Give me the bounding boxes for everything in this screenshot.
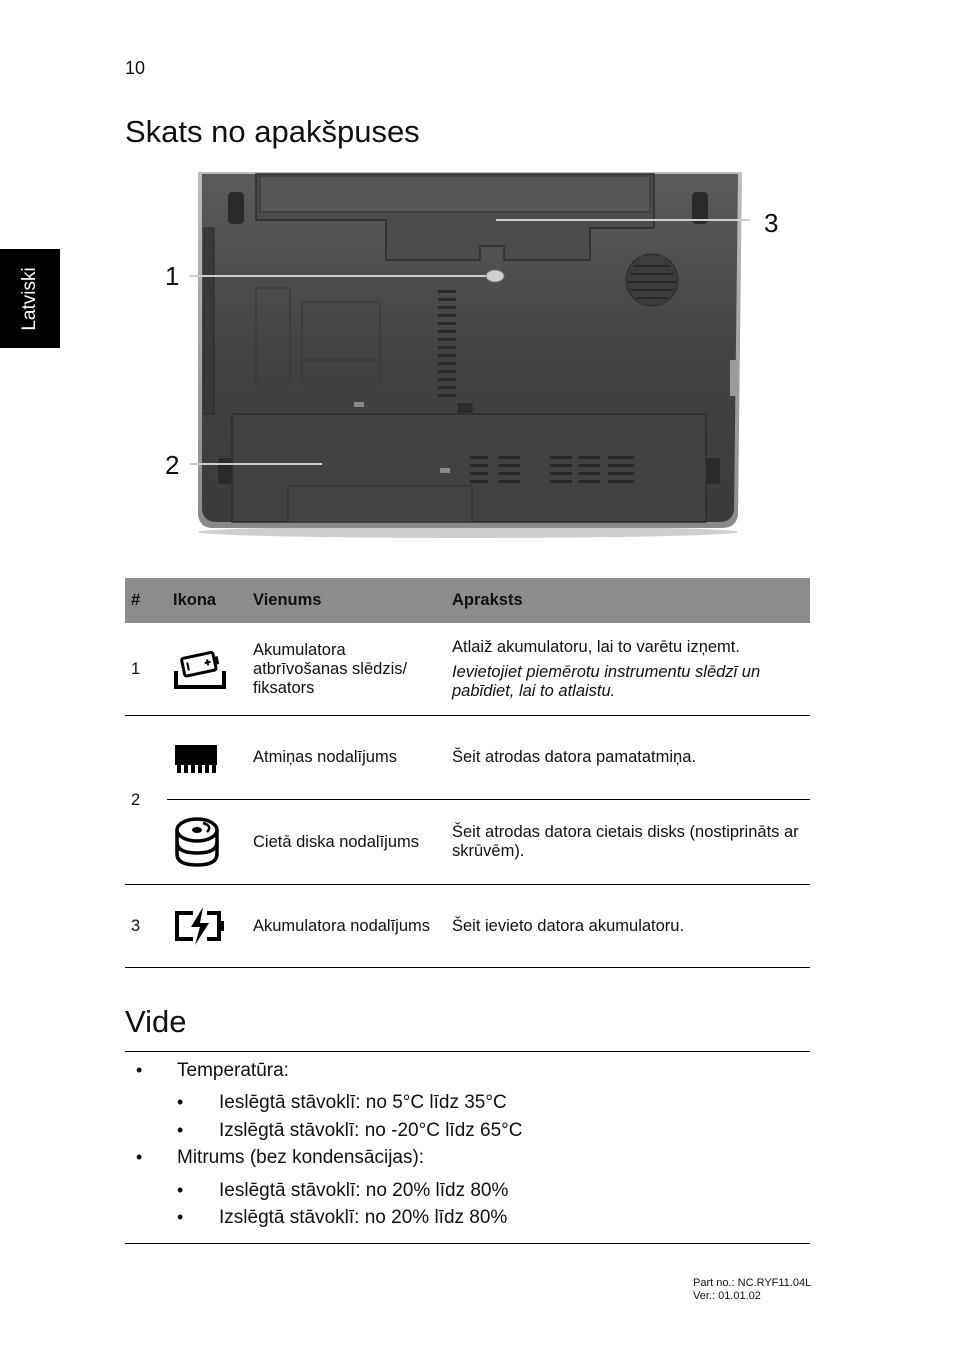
col-item-header: Vienums [247,578,446,623]
item-name: Cietā diska nodalījums [247,800,446,885]
description-text: Atlaiž akumulatoru, lai to varētu izņemt. [452,637,740,656]
divider [125,1051,810,1052]
row-number: 3 [125,885,167,968]
item-name: Akumulatora nodalījums [247,885,446,968]
humidity-off: Izslēgtā stāvoklī: no 20% līdz 80% [219,1207,508,1228]
callout-1: 1 [165,261,180,291]
item-name: Akumulatora atbrīvošanas slēdzis/ fiksators [247,623,446,716]
bullet-icon: • [177,1092,184,1112]
humidity-label: Mitrums (bez kondensācijas): [177,1147,425,1168]
footer-info [693,1277,811,1303]
hard-disk-icon [167,800,247,885]
humidity-on: Ieslēgtā stāvoklī: no 20% līdz 80% [219,1180,509,1201]
table-row [125,885,810,968]
col-number-header: # [125,578,167,623]
row-number: 1 [125,623,167,716]
temperature-on: Ieslēgtā stāvoklī: no 5°C līdz 35°C [219,1092,507,1113]
item-description: Šeit atrodas datora cietais disks (nostiprināts ar skrūvēm). [446,800,810,885]
description-note: Ievietojiet piemērotu instrumentu slēdzī un pabīdiet, lai to atlaistu. [452,662,761,700]
table-row [125,623,810,716]
item-description: Šeit ievieto datora akumulatoru. [446,885,810,968]
section-title-environment: Vide [125,1004,187,1039]
version: Ver.: 01.01.02 [693,1290,761,1302]
temperature-off: Izslēgtā stāvoklī: no -20°C līdz 65°C [219,1120,523,1141]
battery-release-icon [167,623,247,716]
memory-icon [167,716,247,800]
table-header-row [125,578,810,623]
bullet-icon: • [177,1180,184,1200]
table-row [125,800,810,885]
laptop-bottom-illustration [190,170,750,540]
temperature-label: Temperatūra: [177,1060,289,1081]
item-name: Atmiņas nodalījums [247,716,446,800]
part-number: Part no.: NC.RYF11.04L [693,1277,812,1289]
bullet-icon: • [136,1060,143,1080]
col-icon-header: Ikona [167,578,247,623]
bullet-icon: • [136,1147,143,1167]
item-description [446,623,810,716]
page-number: 10 [125,58,146,78]
language-label: Latviski [19,266,40,331]
callout-2: 2 [165,450,180,480]
col-description-header: Apraksts [446,578,810,623]
section-title-bottom-view: Skats no apakšpuses [125,114,420,149]
divider [125,1243,810,1244]
bullet-icon: • [177,1207,184,1227]
battery-bay-icon [167,885,247,968]
callout-3: 3 [764,208,779,238]
table-row [125,716,810,800]
parts-table [125,578,810,968]
item-description: Šeit atrodas datora pamatatmiņa. [446,716,810,800]
row-number: 2 [125,716,167,885]
language-side-tab [0,249,60,348]
bullet-icon: • [177,1120,184,1140]
